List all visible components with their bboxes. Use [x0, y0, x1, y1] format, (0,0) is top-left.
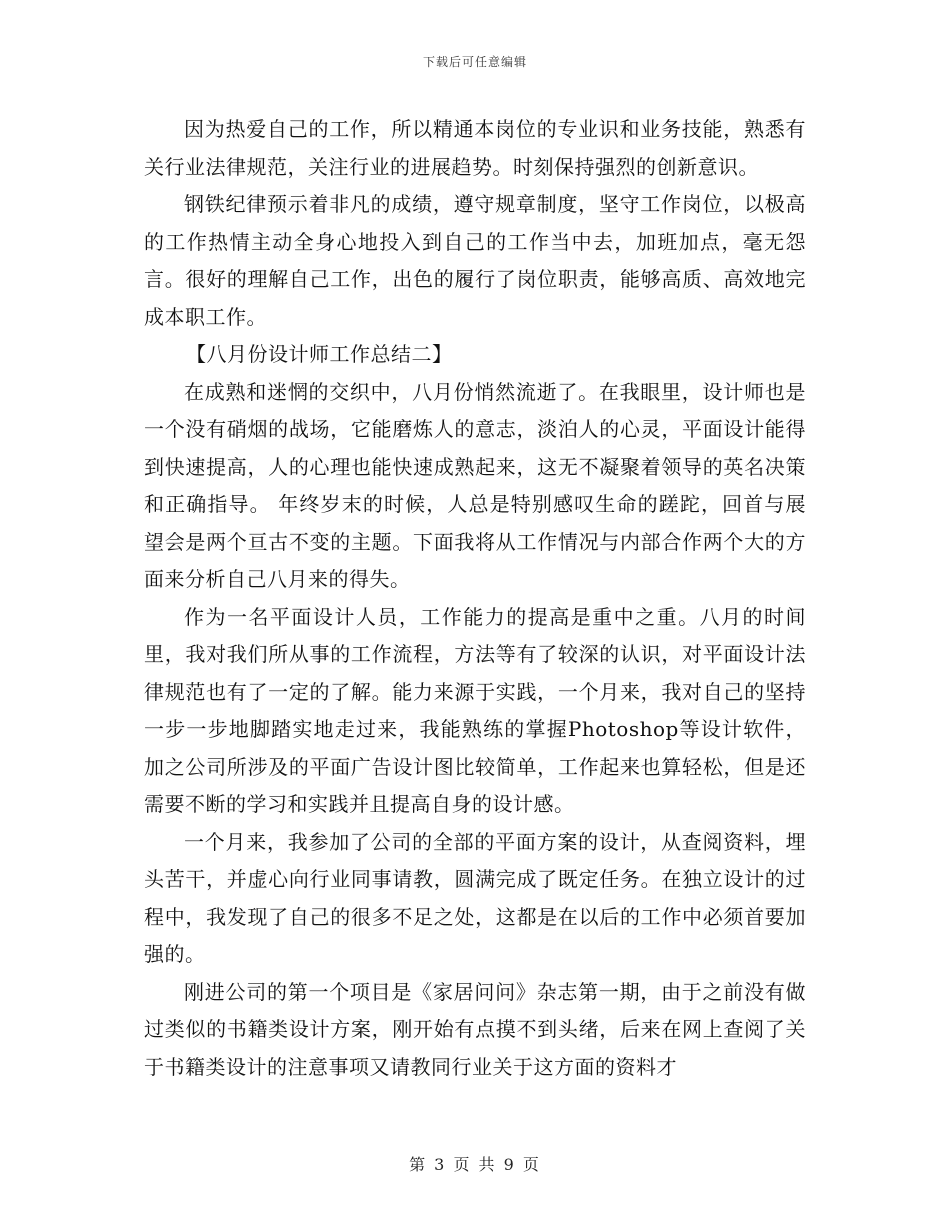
- paragraph-5: 一个月来，我参加了公司的全部的平面方案的设计，从查阅资料，埋头苦干，并虚心向行业同事请教，圆满完成了既定任务。在独立设计的过程中，我发现了自己的很多不足之处，这都是在以后的工作中必须首要加强的。: [144, 829, 806, 966]
- section-heading: 【八月份设计师工作总结二】: [186, 342, 453, 366]
- paragraph-3: 在成熟和迷惘的交织中，八月份悄然流逝了。在我眼里，设计师也是一个没有硝烟的战场，它能磨炼人的意志，淡泊人的心灵，平面设计能得到快速提高，人的心理也能快速成熟起来，这无不凝聚着领导的英名决策和正确指导。 年终岁末的时候，人总是特别感叹生命的蹉跎，回首与展望会是两个亘古不变的主题。下面我将从工作情况与内部合作两个大的方面来分析自己八月来的得失。: [144, 379, 806, 591]
- paragraph-1: 因为热爱自己的工作，所以精通本岗位的专业识和业务技能，熟悉有关行业法律规范，关注行业的进展趋势。时刻保持强烈的创新意识。: [144, 117, 806, 179]
- header-note: 下载后可任意编辑: [422, 55, 527, 69]
- paragraph-4: 作为一名平面设计人员，工作能力的提高是重中之重。八月的时间里，我对我们所从事的工作流程，方法等有了较深的认识，对平面设计法律规范也有了一定的了解。能力来源于实践，一个月来，我对自己的坚持一步一步地脚踏实地走过来，我能熟练的掌握Photoshop等设计软件，加之公司所涉及的平面广告设计图比较简单，工作起来也算轻松，但是还需要不断的学习和实践并且提高自身的设计感。: [144, 604, 806, 816]
- page-number-footer: 第 3 页 共 9 页: [409, 1155, 541, 1174]
- paragraph-2: 钢铁纪律预示着非凡的成绩，遵守规章制度，坚守工作岗位，以极高的工作热情主动全身心地投入到自己的工作当中去，加班加点，毫无怨言。很好的理解自己工作，出色的履行了岗位职责，能够高质、高效地完成本职工作。: [144, 192, 806, 329]
- document-body: [144, 111, 806, 1086]
- paragraph-6: 刚进公司的第一个项目是《家居问问》杂志第一期，由于之前没有做过类似的书籍类设计方案，刚开始有点摸不到头绪，后来在网上查阅了关于书籍类设计的注意事项又请教同行业关于这方面的资料才: [144, 979, 806, 1079]
